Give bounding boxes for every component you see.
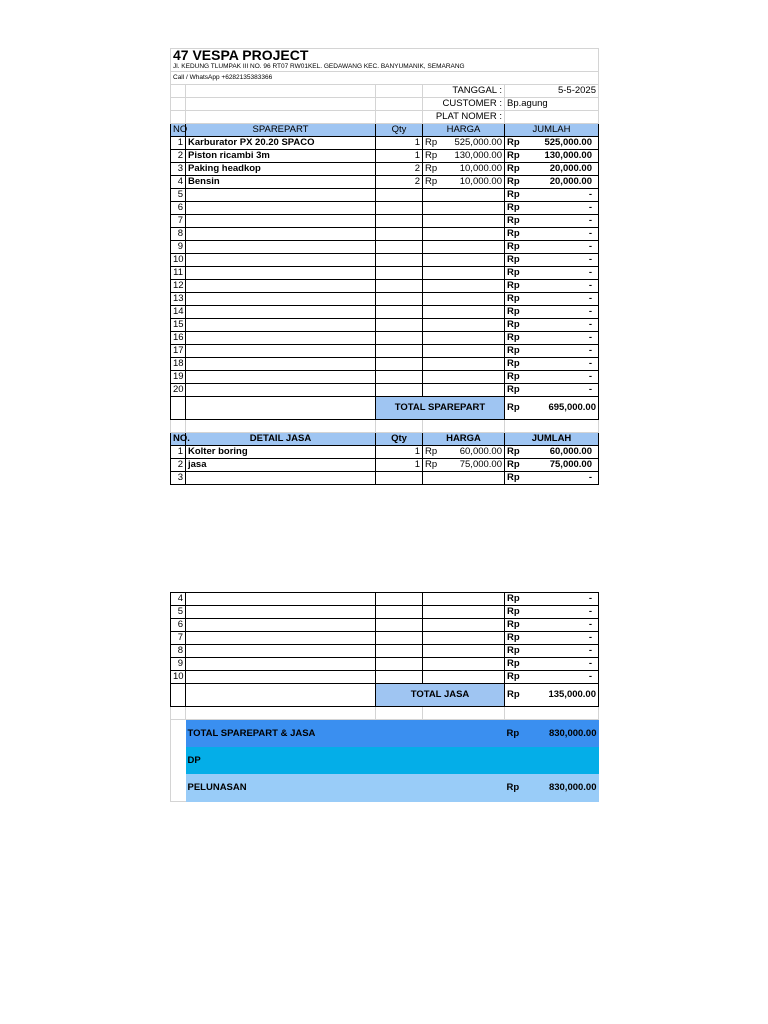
jasa-row <box>171 671 599 684</box>
item-harga <box>423 254 505 267</box>
item-qty <box>376 267 423 280</box>
item-qty <box>376 254 423 267</box>
item-qty <box>376 293 423 306</box>
sparepart-row <box>171 319 599 332</box>
item-name <box>186 215 376 228</box>
jasa-row <box>171 658 599 671</box>
sparepart-row <box>171 293 599 306</box>
pelunasan-label: PELUNASAN <box>186 774 505 802</box>
item-jumlah: Rp - <box>505 632 599 645</box>
jasa-rows-page-1 <box>171 446 599 485</box>
row-number: 19 <box>171 371 186 384</box>
sparepart-row <box>171 241 599 254</box>
item-qty: 1 <box>376 459 423 472</box>
item-name: Karburator PX 20.20 SPACO <box>186 137 376 150</box>
item-jumlah: Rp - <box>505 619 599 632</box>
item-jumlah: Rp - <box>505 332 599 345</box>
grand-total-row <box>171 720 599 748</box>
item-qty <box>376 472 423 485</box>
item-jumlah: Rp - <box>505 228 599 241</box>
item-harga <box>423 189 505 202</box>
jasa-col-name-header: DETAIL JASA <box>186 433 376 446</box>
col-qty-header: Qty <box>376 124 423 137</box>
grand-total-value: Rp 830,000.00 <box>505 720 599 748</box>
row-number: 14 <box>171 306 186 319</box>
item-jumlah: Rp - <box>505 280 599 293</box>
row-number: 1 <box>171 446 186 459</box>
item-jumlah: Rp - <box>505 358 599 371</box>
item-harga <box>423 215 505 228</box>
item-name <box>186 384 376 397</box>
plat-label: PLAT NOMER : <box>423 111 505 124</box>
item-jumlah: Rp - <box>505 202 599 215</box>
sparepart-row <box>171 176 599 189</box>
item-name: Kolter boring <box>186 446 376 459</box>
item-qty <box>376 645 423 658</box>
item-harga <box>423 228 505 241</box>
item-jumlah: Rp - <box>505 254 599 267</box>
row-number: 20 <box>171 384 186 397</box>
item-name <box>186 472 376 485</box>
row-number: 12 <box>171 280 186 293</box>
pelunasan-value: Rp 830,000.00 <box>505 774 599 802</box>
sparepart-row <box>171 371 599 384</box>
sparepart-row <box>171 332 599 345</box>
row-number: 8 <box>171 645 186 658</box>
jasa-row <box>171 593 599 606</box>
item-name <box>186 658 376 671</box>
dp-label: DP <box>186 747 505 774</box>
item-harga: Rp 75,000.00 <box>423 459 505 472</box>
item-name <box>186 593 376 606</box>
item-jumlah: Rp - <box>505 267 599 280</box>
tanggal-value: 5-5-2025 <box>505 85 599 98</box>
customer-label: CUSTOMER : <box>423 98 505 111</box>
item-name <box>186 671 376 684</box>
col-harga-header: HARGA <box>423 124 505 137</box>
row-number: 8 <box>171 228 186 241</box>
row-number: 10 <box>171 254 186 267</box>
item-harga: Rp 130,000.00 <box>423 150 505 163</box>
item-harga <box>423 280 505 293</box>
item-harga: Rp 10,000.00 <box>423 163 505 176</box>
item-name <box>186 306 376 319</box>
item-jumlah: Rp - <box>505 215 599 228</box>
row-number: 11 <box>171 267 186 280</box>
sparepart-row <box>171 150 599 163</box>
jasa-col-no-header: NO. <box>171 433 186 446</box>
item-name <box>186 371 376 384</box>
item-jumlah: Rp - <box>505 241 599 254</box>
item-harga <box>423 645 505 658</box>
tanggal-label: TANGGAL : <box>423 85 505 98</box>
item-qty <box>376 384 423 397</box>
item-name <box>186 254 376 267</box>
item-qty <box>376 215 423 228</box>
sparepart-row <box>171 163 599 176</box>
sparepart-row <box>171 215 599 228</box>
item-jumlah: Rp - <box>505 671 599 684</box>
row-number: 4 <box>171 593 186 606</box>
item-name <box>186 202 376 215</box>
item-jumlah: Rp - <box>505 645 599 658</box>
item-name <box>186 293 376 306</box>
total-jasa-label: TOTAL JASA <box>376 684 505 707</box>
row-number: 15 <box>171 319 186 332</box>
item-harga <box>423 293 505 306</box>
customer-value: Bp.agung <box>505 98 599 111</box>
item-name <box>186 189 376 202</box>
sparepart-row <box>171 189 599 202</box>
item-jumlah: Rp - <box>505 658 599 671</box>
item-qty <box>376 606 423 619</box>
sparepart-row <box>171 254 599 267</box>
jasa-row <box>171 619 599 632</box>
item-harga <box>423 658 505 671</box>
col-no-header: NO <box>171 124 186 137</box>
sparepart-row <box>171 228 599 241</box>
item-harga <box>423 472 505 485</box>
item-harga <box>423 606 505 619</box>
row-number: 16 <box>171 332 186 345</box>
item-jumlah: Rp 20,000.00 <box>505 176 599 189</box>
item-jumlah: Rp - <box>505 306 599 319</box>
item-name: jasa <box>186 459 376 472</box>
row-number: 3 <box>171 163 186 176</box>
jasa-row <box>171 645 599 658</box>
item-name: Paking headkop <box>186 163 376 176</box>
sparepart-row <box>171 345 599 358</box>
item-qty <box>376 358 423 371</box>
item-harga <box>423 241 505 254</box>
row-number: 13 <box>171 293 186 306</box>
dp-value <box>505 747 599 774</box>
item-harga <box>423 358 505 371</box>
plat-value <box>505 111 599 124</box>
item-name <box>186 267 376 280</box>
row-number: 1 <box>171 137 186 150</box>
jasa-row <box>171 459 599 472</box>
row-number: 5 <box>171 189 186 202</box>
item-harga <box>423 332 505 345</box>
item-name <box>186 645 376 658</box>
row-number: 6 <box>171 619 186 632</box>
item-jumlah: Rp 525,000.00 <box>505 137 599 150</box>
item-name <box>186 345 376 358</box>
item-qty <box>376 319 423 332</box>
item-harga: Rp 10,000.00 <box>423 176 505 189</box>
row-number: 6 <box>171 202 186 215</box>
shop-address: Jl. KEDUNG TLUMPAK III NO. 96 RT07 RW01KEL. GEDAWANG KEC. BANYUMANIK, SEMARANG <box>171 62 599 72</box>
sparepart-row <box>171 280 599 293</box>
jasa-col-harga-header: HARGA <box>423 433 505 446</box>
item-jumlah: Rp - <box>505 606 599 619</box>
item-qty <box>376 241 423 254</box>
item-qty <box>376 371 423 384</box>
item-qty <box>376 593 423 606</box>
item-jumlah: Rp 60,000.00 <box>505 446 599 459</box>
item-name: Piston ricambi 3m <box>186 150 376 163</box>
item-name <box>186 241 376 254</box>
shop-name: 47 VESPA PROJECT <box>171 49 599 63</box>
jasa-row <box>171 446 599 459</box>
item-qty <box>376 306 423 319</box>
item-jumlah: Rp - <box>505 384 599 397</box>
item-name <box>186 332 376 345</box>
invoice-continuation-table <box>170 592 599 802</box>
row-number: 4 <box>171 176 186 189</box>
item-jumlah: Rp - <box>505 293 599 306</box>
row-number: 2 <box>171 150 186 163</box>
item-qty <box>376 658 423 671</box>
total-sparepart-label: TOTAL SPAREPART <box>376 397 505 420</box>
sparepart-row <box>171 384 599 397</box>
row-number: 10 <box>171 671 186 684</box>
item-harga <box>423 619 505 632</box>
row-number: 2 <box>171 459 186 472</box>
item-harga: Rp 525,000.00 <box>423 137 505 150</box>
row-number: 9 <box>171 658 186 671</box>
sparepart-row <box>171 137 599 150</box>
item-name <box>186 632 376 645</box>
sparepart-rows <box>171 137 599 397</box>
sparepart-row <box>171 306 599 319</box>
item-harga <box>423 371 505 384</box>
invoice-header-table <box>170 48 599 485</box>
col-sparepart-header: SPAREPART <box>186 124 376 137</box>
jasa-col-jumlah-header: JUMLAH <box>505 433 599 446</box>
item-name <box>186 619 376 632</box>
jasa-row <box>171 606 599 619</box>
sparepart-header-row <box>171 124 599 137</box>
item-jumlah: Rp - <box>505 319 599 332</box>
item-name <box>186 358 376 371</box>
item-harga <box>423 632 505 645</box>
item-jumlah: Rp - <box>505 593 599 606</box>
item-qty: 1 <box>376 150 423 163</box>
item-qty: 2 <box>376 163 423 176</box>
item-harga <box>423 345 505 358</box>
pelunasan-row <box>171 774 599 802</box>
item-qty <box>376 202 423 215</box>
item-harga <box>423 593 505 606</box>
grand-total-label: TOTAL SPAREPART & JASA <box>186 720 505 748</box>
item-name <box>186 606 376 619</box>
item-qty <box>376 332 423 345</box>
sparepart-row <box>171 202 599 215</box>
row-number: 7 <box>171 215 186 228</box>
jasa-row <box>171 472 599 485</box>
item-qty <box>376 345 423 358</box>
item-jumlah: Rp - <box>505 345 599 358</box>
item-qty <box>376 619 423 632</box>
jasa-rows-page-2 <box>171 593 599 684</box>
invoice-page-1 <box>170 48 598 485</box>
item-harga <box>423 671 505 684</box>
item-harga: Rp 60,000.00 <box>423 446 505 459</box>
item-qty: 2 <box>376 176 423 189</box>
row-number: 3 <box>171 472 186 485</box>
item-harga <box>423 306 505 319</box>
item-jumlah: Rp - <box>505 189 599 202</box>
item-jumlah: Rp 75,000.00 <box>505 459 599 472</box>
item-name <box>186 228 376 241</box>
row-number: 17 <box>171 345 186 358</box>
item-harga <box>423 202 505 215</box>
row-number: 5 <box>171 606 186 619</box>
item-jumlah: Rp - <box>505 472 599 485</box>
jasa-col-qty-header: Qty <box>376 433 423 446</box>
item-harga <box>423 319 505 332</box>
item-jumlah: Rp 130,000.00 <box>505 150 599 163</box>
invoice-page-2 <box>170 592 598 802</box>
item-name: Bensin <box>186 176 376 189</box>
jasa-header-row <box>171 433 599 446</box>
item-qty <box>376 671 423 684</box>
total-sparepart-value: Rp 695,000.00 <box>505 397 599 420</box>
item-name <box>186 319 376 332</box>
item-jumlah: Rp 20,000.00 <box>505 163 599 176</box>
shop-contact: Call / WhatsApp +6282135383366 <box>171 72 599 85</box>
dp-row <box>171 747 599 774</box>
item-jumlah: Rp - <box>505 371 599 384</box>
item-harga <box>423 267 505 280</box>
item-qty <box>376 228 423 241</box>
sparepart-row <box>171 358 599 371</box>
row-number: 18 <box>171 358 186 371</box>
col-jumlah-header: JUMLAH <box>505 124 599 137</box>
item-qty <box>376 632 423 645</box>
jasa-row <box>171 632 599 645</box>
item-name <box>186 280 376 293</box>
item-qty: 1 <box>376 446 423 459</box>
total-jasa-value: Rp 135,000.00 <box>505 684 599 707</box>
item-qty <box>376 280 423 293</box>
item-qty <box>376 189 423 202</box>
row-number: 7 <box>171 632 186 645</box>
sparepart-row <box>171 267 599 280</box>
item-harga <box>423 384 505 397</box>
row-number: 9 <box>171 241 186 254</box>
item-qty: 1 <box>376 137 423 150</box>
